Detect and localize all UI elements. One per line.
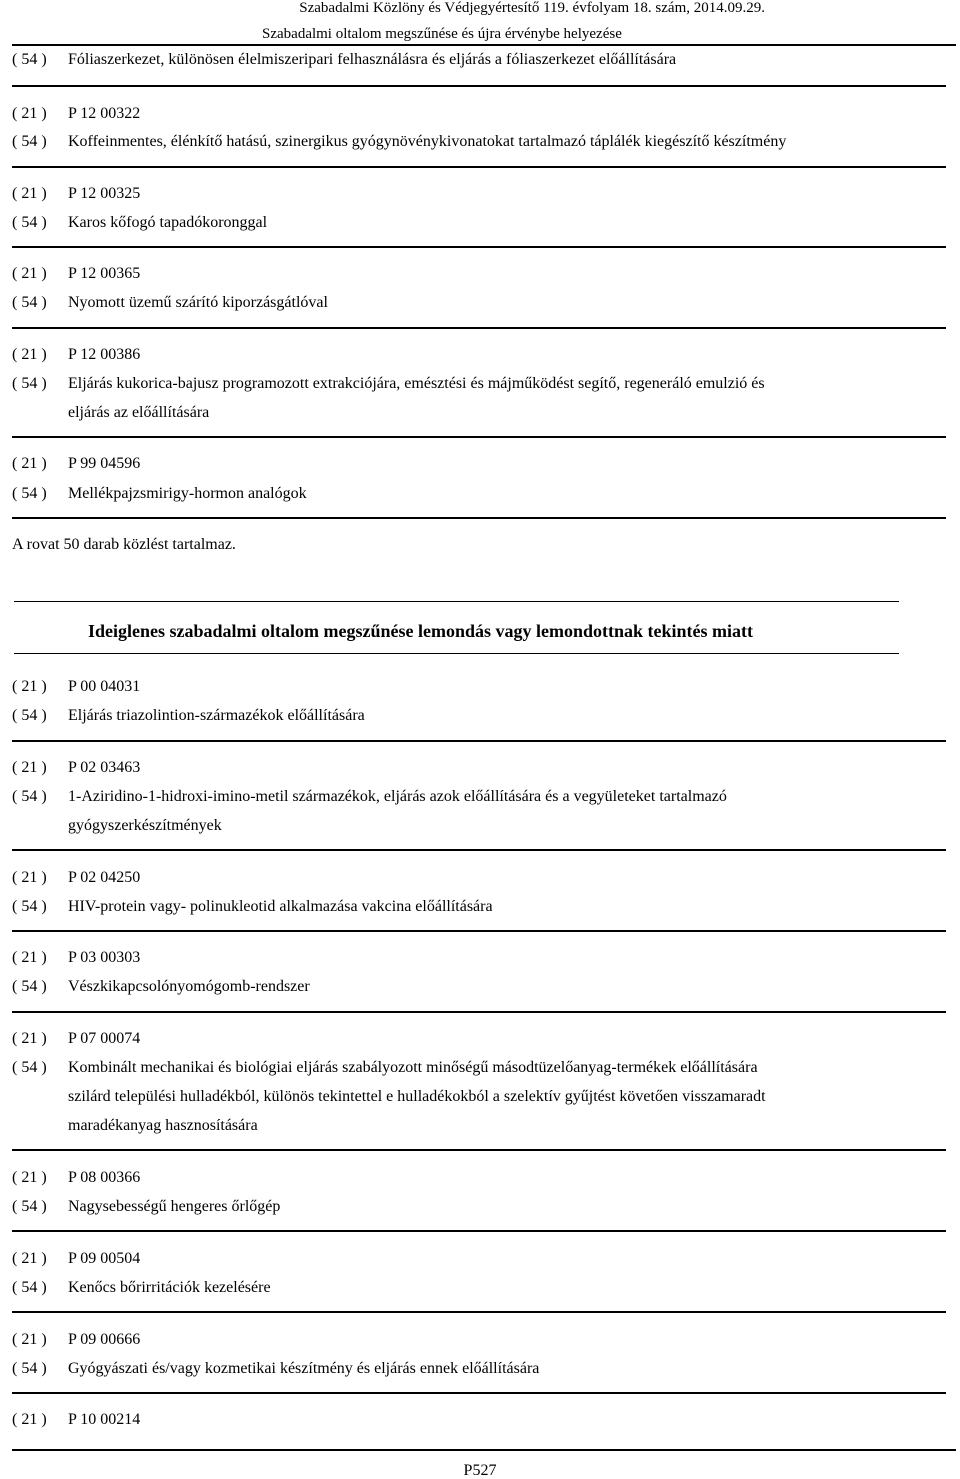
entry-number: P 03 00303 [68,949,141,966]
inid-code-21: ( 21 ) [12,1411,47,1428]
inid-code-21: ( 21 ) [12,949,47,966]
inid-code-54: ( 54 ) [12,485,47,502]
entry-number: P 12 00325 [68,185,141,202]
entry-number: P 12 00365 [68,265,141,282]
inid-code-21: ( 21 ) [12,346,47,363]
entry-title: Vészkikapcsolónyomógomb-rendszer [68,978,310,995]
header-rule [12,44,956,46]
entry-number: P 07 00074 [68,1030,141,1047]
inid-code-21: ( 21 ) [12,1169,47,1186]
entry-title: Karos kőfogó tapadókoronggal [68,214,268,231]
section-title-rule-bottom [14,653,899,654]
inid-code-21: ( 21 ) [12,1030,47,1047]
inid-code-54: ( 54 ) [12,133,47,150]
inid-code-21: ( 21 ) [12,185,47,202]
inid-code-54: ( 54 ) [12,1059,47,1076]
entry-number: P 10 00214 [68,1411,141,1428]
footer-rule [12,1449,956,1451]
entry-divider [12,1011,946,1013]
entry-divider [12,849,946,851]
entry-title: Mellékpajzsmirigy-hormon analógok [68,485,307,502]
entry-title: HIV-protein vagy- polinukleotid alkalmazása vakcina előállítására [68,898,493,915]
entry-divider [12,740,946,742]
inid-code-54: ( 54 ) [12,1198,47,1215]
entry-divider [12,1149,946,1151]
entry-divider [12,327,946,329]
inid-code-21: ( 21 ) [12,678,47,695]
inid-code-21: ( 21 ) [12,455,47,472]
entry-number: P 09 00666 [68,1331,141,1348]
entry-title: Koffeinmentes, élénkítő hatású, szinergikus gyógynövénykivonatokat tartalmazó táplálék kiegészítő készítmény [68,133,787,150]
entry-title: Gyógyászati és/vagy kozmetikai készítmény és eljárás ennek előállítására [68,1360,540,1377]
inid-code-21: ( 21 ) [12,869,47,886]
inid-code-54: ( 54 ) [12,1360,47,1377]
entry-divider [12,1392,946,1394]
entry-number: P 12 00322 [68,105,141,122]
entry-title: Fóliaszerkezet, különösen élelmiszeripari felhasználásra és eljárás a fóliaszerkezet előállítására [68,51,677,68]
inid-code-54: ( 54 ) [12,1279,47,1296]
entry-number: P 09 00504 [68,1250,141,1267]
inid-code-54: ( 54 ) [12,294,47,311]
inid-code-54: ( 54 ) [12,214,47,231]
entry-title: Nagysebességű hengeres őrlőgép [68,1198,281,1215]
entry-divider [12,166,946,168]
entry-title-line-2: szilárd települési hulladékból, különös tekintettel e hulladékokból a szelektív gyűjtést követően visszamaradt [68,1088,766,1105]
entry-divider [12,1311,946,1313]
inid-code-21: ( 21 ) [12,105,47,122]
entry-number: P 12 00386 [68,346,141,363]
page-number: P527 [463,1462,497,1479]
section-header: Szabadalmi oltalom megszűnése és újra érvénybe helyezése [262,26,622,42]
entry-number: P 00 04031 [68,678,141,695]
entry-title-line-2: gyógyszerkészítmények [68,817,222,834]
entry-title: Eljárás kukorica-bajusz programozott extrakciójára, emésztési és májműködést segítő, regeneráló emulzió és [68,375,765,392]
entry-title: Kenőcs bőrirritációk kezelésére [68,1279,271,1296]
entry-title: Eljárás triazolintion-származékok előállítására [68,707,365,724]
entry-divider [12,930,946,932]
entry-title: 1-Aziridino-1-hidroxi-imino-metil származékok, eljárás azok előállítására és a vegyületeket tartalmazó [68,788,727,805]
entry-number: P 02 04250 [68,869,141,886]
inid-code-54: ( 54 ) [12,707,47,724]
entry-divider [12,85,946,87]
inid-code-21: ( 21 ) [12,759,47,776]
entry-number: P 99 04596 [68,455,141,472]
entry-title-line-2: eljárás az előállítására [68,404,210,421]
entry-divider [12,436,946,438]
section-title: Ideiglenes szabadalmi oltalom megszűnése lemondás vagy lemondottnak tekintés miatt [88,621,753,641]
inid-code-54: ( 54 ) [12,978,47,995]
inid-code-21: ( 21 ) [12,1250,47,1267]
inid-code-54: ( 54 ) [12,788,47,805]
entry-divider [12,517,946,519]
section-title-rule-top [14,601,899,602]
entry-divider [12,246,946,248]
entry-number: P 02 03463 [68,759,141,776]
inid-code-21: ( 21 ) [12,265,47,282]
entry-number: P 08 00366 [68,1169,141,1186]
entry-divider [12,1230,946,1232]
inid-code-54: ( 54 ) [12,375,47,392]
entry-title: Kombinált mechanikai és biológiai eljárás szabályozott minőségű másodtüzelőanyag-termékek előállítására [68,1059,758,1076]
inid-code-21: ( 21 ) [12,1331,47,1348]
entry-title-line-3: maradékanyag hasznosítására [68,1117,258,1134]
inid-code-54: ( 54 ) [12,898,47,915]
journal-header: Szabadalmi Közlöny és Védjegyértesítő 119. évfolyam 18. szám, 2014.09.29. [299,0,765,16]
section-count-note: A rovat 50 darab közlést tartalmaz. [12,536,236,553]
inid-code-54: ( 54 ) [12,51,47,68]
entry-title: Nyomott üzemű szárító kiporzásgátlóval [68,294,328,311]
